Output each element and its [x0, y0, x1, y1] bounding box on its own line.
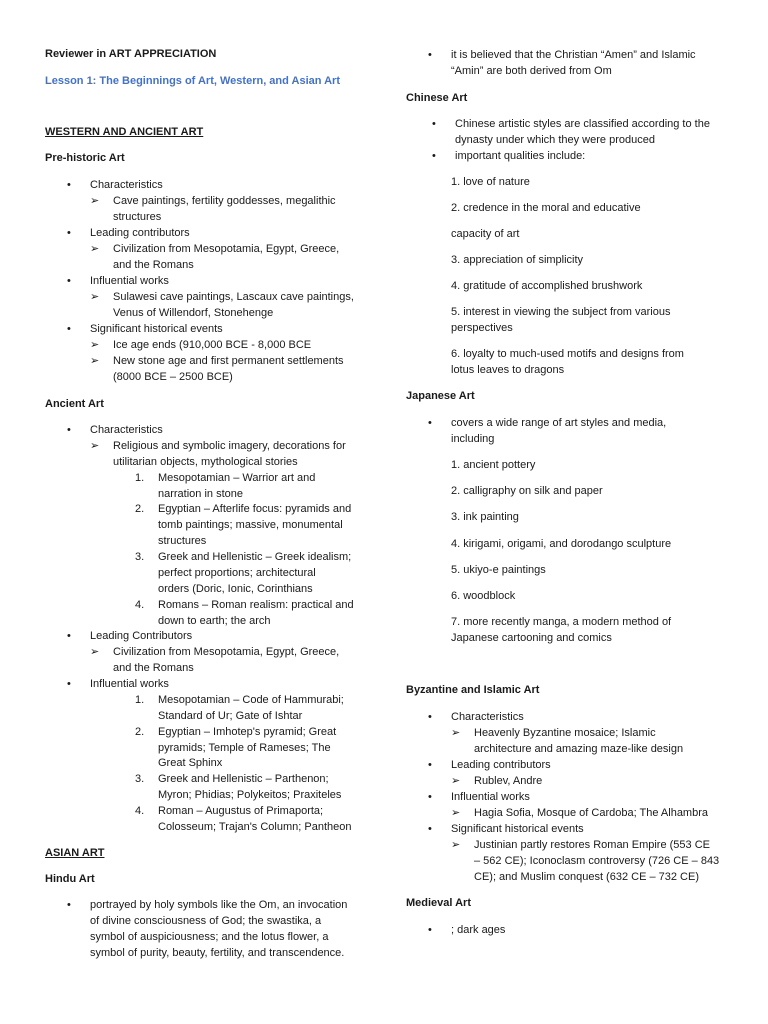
- text-line: Significant historical events: [90, 323, 223, 335]
- list-number: 4.: [135, 599, 145, 611]
- text-line: Leading contributors: [451, 759, 551, 771]
- text-line: Hagia Sofia, Mosque of Cardoba; The Alhambra: [474, 807, 708, 819]
- text-line: Influential works: [451, 791, 530, 803]
- text-line: Greek and Hellenistic – Parthenon;: [158, 773, 329, 785]
- list-number: 2.: [135, 726, 145, 738]
- text-line: “Amin” are both derived from Om: [451, 65, 612, 77]
- text-line: 1. ancient pottery: [451, 459, 536, 471]
- text-line: Influential works: [90, 678, 169, 690]
- subheading-prehistoric: Pre-historic Art: [45, 152, 125, 164]
- list-number: 2.: [135, 503, 145, 515]
- bullet-icon: •: [432, 150, 436, 162]
- subheading-chinese: Chinese Art: [406, 92, 468, 104]
- arrow-bullet-icon: ➢: [451, 839, 461, 851]
- text-line: lotus leaves to dragons: [451, 364, 565, 376]
- text-line: dynasty under which they were produced: [455, 134, 655, 146]
- text-line: Justinian partly restores Roman Empire (553 CE: [474, 839, 710, 851]
- bullet-icon: •: [428, 711, 432, 723]
- text-line: Leading contributors: [90, 227, 190, 239]
- bullet-icon: •: [67, 630, 71, 642]
- text-line: Colosseum; Trajan's Column; Pantheon: [158, 821, 352, 833]
- section-heading-western: WESTERN AND ANCIENT ART: [45, 126, 204, 138]
- bullet-icon: •: [67, 424, 71, 436]
- text-line: 5. interest in viewing the subject from various: [451, 306, 671, 318]
- arrow-bullet-icon: ➢: [90, 291, 100, 303]
- text-line: pyramids; Temple of Rameses; The: [158, 742, 331, 754]
- text-line: Characteristics: [90, 179, 163, 191]
- text-line: Leading Contributors: [90, 630, 193, 642]
- text-line: Civilization from Mesopotamia, Egypt, Greece,: [113, 646, 340, 658]
- text-line: Standard of Ur; Gate of Ishtar: [158, 710, 303, 722]
- text-line: Egyptian – Afterlife focus: pyramids and: [158, 503, 352, 515]
- text-line: 4. gratitude of accomplished brushwork: [451, 280, 643, 292]
- text-line: Characteristics: [451, 711, 524, 723]
- lesson-title: Lesson 1: The Beginnings of Art, Western, and Asian Art: [45, 75, 340, 87]
- text-line: (8000 BCE – 2500 BCE): [113, 371, 233, 383]
- text-line: 5. ukiyo-e paintings: [451, 564, 546, 576]
- text-line: narration in stone: [158, 488, 243, 500]
- bullet-icon: •: [428, 791, 432, 803]
- text-line: 1. love of nature: [451, 176, 530, 188]
- text-line: Ice age ends (910,000 BCE - 8,000 BCE: [113, 339, 312, 351]
- arrow-bullet-icon: ➢: [90, 243, 100, 255]
- text-line: Civilization from Mesopotamia, Egypt, Greece,: [113, 243, 340, 255]
- bullet-icon: •: [67, 275, 71, 287]
- text-line: Egyptian – Imhotep's pyramid; Great: [158, 726, 337, 738]
- subheading-ancient: Ancient Art: [45, 398, 104, 410]
- text-line: architecture and amazing maze-like design: [474, 743, 684, 755]
- text-line: Influential works: [90, 275, 169, 287]
- text-line: Venus of Willendorf, Stonehenge: [113, 307, 274, 319]
- text-line: 6. loyalty to much-used motifs and designs from: [451, 348, 684, 360]
- arrow-bullet-icon: ➢: [90, 339, 100, 351]
- text-line: of divine consciousness of God; the swastika, a: [90, 915, 322, 927]
- section-heading-asian: ASIAN ART: [45, 847, 105, 859]
- text-line: structures: [113, 211, 162, 223]
- bullet-icon: •: [428, 417, 432, 429]
- bullet-icon: •: [428, 823, 432, 835]
- bullet-icon: •: [432, 118, 436, 130]
- arrow-bullet-icon: ➢: [90, 355, 100, 367]
- list-number: 3.: [135, 773, 145, 785]
- subheading-byzantine: Byzantine and Islamic Art: [406, 684, 540, 696]
- text-line: it is believed that the Christian “Amen” and Islamic: [451, 49, 696, 61]
- list-number: 3.: [135, 551, 145, 563]
- arrow-bullet-icon: ➢: [451, 807, 461, 819]
- arrow-bullet-icon: ➢: [451, 775, 461, 787]
- text-line: Religious and symbolic imagery, decorations for: [113, 440, 346, 452]
- bullet-icon: •: [67, 899, 71, 911]
- bullet-icon: •: [428, 49, 432, 61]
- text-line: Great Sphinx: [158, 757, 223, 769]
- subheading-hindu: Hindu Art: [45, 873, 95, 885]
- text-line: ; dark ages: [451, 924, 506, 936]
- text-line: Characteristics: [90, 424, 163, 436]
- text-line: covers a wide range of art styles and media,: [451, 417, 667, 429]
- bullet-icon: •: [428, 924, 432, 936]
- text-line: portrayed by holy symbols like the Om, an invocation: [90, 899, 348, 911]
- bullet-icon: •: [67, 678, 71, 690]
- text-line: Greek and Hellenistic – Greek idealism;: [158, 551, 352, 563]
- text-line: Myron; Phidias; Polykeitos; Praxiteles: [158, 789, 342, 801]
- text-line: Roman – Augustus of Primaporta;: [158, 805, 324, 817]
- text-line: and the Romans: [113, 259, 194, 271]
- text-line: 3. ink painting: [451, 511, 519, 523]
- text-line: and the Romans: [113, 662, 194, 674]
- text-line: CE); and Muslim conquest (632 CE – 732 CE): [474, 871, 699, 883]
- text-line: 4. kirigami, origami, and dorodango sculpture: [451, 538, 672, 550]
- text-line: utilitarian objects, mythological stories: [113, 456, 298, 468]
- text-line: Mesopotamian – Warrior art and: [158, 472, 316, 484]
- text-line: 2. calligraphy on silk and paper: [451, 485, 603, 497]
- text-line: Mesopotamian – Code of Hammurabi;: [158, 694, 344, 706]
- text-line: tomb paintings; massive, monumental: [158, 519, 343, 531]
- text-line: down to earth; the arch: [158, 615, 271, 627]
- arrow-bullet-icon: ➢: [90, 195, 100, 207]
- text-line: Japanese cartooning and comics: [451, 632, 612, 644]
- arrow-bullet-icon: ➢: [451, 727, 461, 739]
- list-number: 4.: [135, 805, 145, 817]
- text-line: symbol of purity, beauty, fertility, and transcendence.: [90, 947, 345, 959]
- text-line: – 562 CE); Iconoclasm controversy (726 CE – 843: [474, 855, 720, 867]
- text-line: perfect proportions; architectural: [158, 567, 316, 579]
- arrow-bullet-icon: ➢: [90, 440, 100, 452]
- text-line: Heavenly Byzantine mosaice; Islamic: [474, 727, 656, 739]
- bullet-icon: •: [67, 179, 71, 191]
- text-line: New stone age and first permanent settlements: [113, 355, 344, 367]
- subheading-japanese: Japanese Art: [406, 390, 475, 402]
- text-line: 2. credence in the moral and educative: [451, 202, 641, 214]
- document-title: Reviewer in ART APPRECIATION: [45, 48, 217, 60]
- text-line: important qualities include:: [455, 150, 586, 162]
- text-line: structures: [158, 535, 207, 547]
- list-number: 1.: [135, 694, 145, 706]
- list-number: 1.: [135, 472, 145, 484]
- text-line: symbol of auspiciousness; and the lotus flower, a: [90, 931, 329, 943]
- text-line: perspectives: [451, 322, 513, 334]
- bullet-icon: •: [67, 323, 71, 335]
- text-line: Significant historical events: [451, 823, 584, 835]
- arrow-bullet-icon: ➢: [90, 646, 100, 658]
- text-line: Sulawesi cave paintings, Lascaux cave paintings,: [113, 291, 354, 303]
- text-line: capacity of art: [451, 228, 520, 240]
- text-line: orders (Doric, Ionic, Corinthians: [158, 583, 313, 595]
- text-line: 7. more recently manga, a modern method of: [451, 616, 672, 628]
- text-line: 6. woodblock: [451, 590, 516, 602]
- text-line: Rublev, Andre: [474, 775, 543, 787]
- subheading-medieval: Medieval Art: [406, 897, 472, 909]
- bullet-icon: •: [67, 227, 71, 239]
- text-line: Romans – Roman realism: practical and: [158, 599, 354, 611]
- text-line: including: [451, 433, 495, 445]
- text-line: Chinese artistic styles are classified according to the: [455, 118, 710, 130]
- text-line: Cave paintings, fertility goddesses, megalithic: [113, 195, 336, 207]
- text-line: 3. appreciation of simplicity: [451, 254, 584, 266]
- bullet-icon: •: [428, 759, 432, 771]
